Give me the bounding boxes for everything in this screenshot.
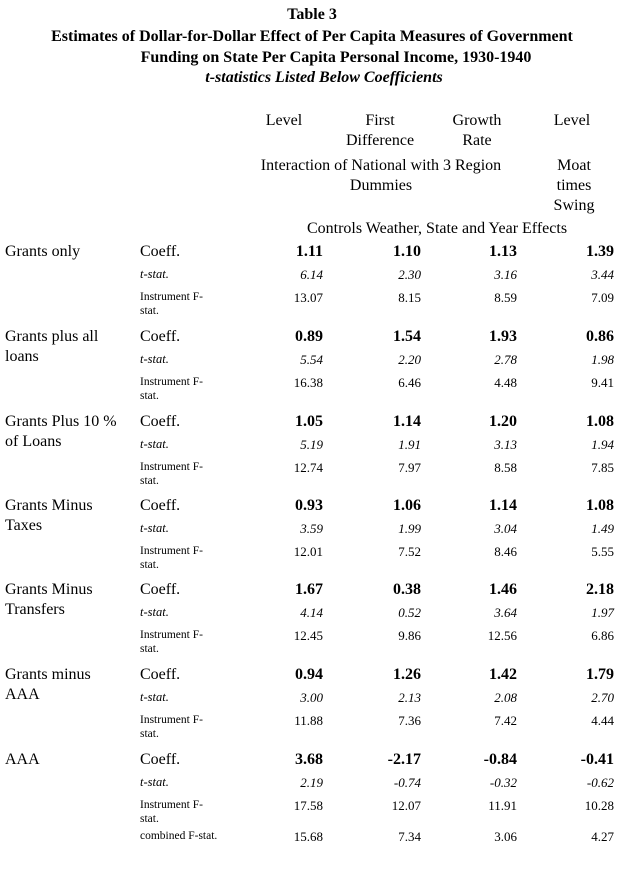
coeff-value: 0.86 <box>586 328 614 345</box>
coeff-value: 1.20 <box>489 413 517 430</box>
coeff-value: 1.67 <box>295 581 323 598</box>
tstat-value: -0.62 <box>586 775 614 790</box>
tstat-value: 3.04 <box>494 521 517 536</box>
fstat-value: 9.86 <box>398 628 421 643</box>
tstat-value: 3.00 <box>300 690 323 705</box>
tstat-value: 1.91 <box>398 437 421 452</box>
coeff-value: 3.68 <box>295 751 323 768</box>
coeff-value: 2.18 <box>586 581 614 598</box>
tstat-value: 2.30 <box>398 267 421 282</box>
row-label: Grants Minus Taxes <box>5 497 93 534</box>
tstat-value: 5.19 <box>300 437 323 452</box>
tstat-value: 3.59 <box>300 521 323 536</box>
tstat-label: t-stat. <box>140 521 169 535</box>
coeff-value: 1.11 <box>295 243 323 260</box>
coeff-label: Coeff. <box>140 328 181 345</box>
controls-header: Controls Weather, State and Year Effects <box>306 220 568 237</box>
fstat-value: 6.46 <box>398 375 421 390</box>
coeff-value: 1.14 <box>489 497 517 514</box>
fstat-value: 12.56 <box>487 628 517 643</box>
coeff-value: 0.93 <box>295 497 323 514</box>
fstat-value: 7.09 <box>591 290 614 305</box>
moat-swing-header: Moat times Swing <box>553 157 595 214</box>
fstat-value: 12.74 <box>293 460 323 475</box>
tstat-value: 0.52 <box>398 605 421 620</box>
fstat-value: 7.52 <box>398 544 421 559</box>
table-subtitle: t-statistics Listed Below Coefficients <box>205 69 443 86</box>
table-title-line1: Estimates of Dollar-for-Dollar Effect of Per Capita Measures of Government <box>51 28 573 45</box>
fstat-value: 10.28 <box>584 798 614 813</box>
tstat-value: 1.99 <box>398 521 421 536</box>
tstat-value: 3.13 <box>494 437 517 452</box>
fstat-value: 8.59 <box>494 290 517 305</box>
tstat-value: 4.14 <box>300 605 323 620</box>
combined-value: 3.06 <box>494 829 517 844</box>
fstat-value: 12.01 <box>293 544 323 559</box>
tstat-value: -0.74 <box>393 775 421 790</box>
coeff-value: 1.26 <box>393 666 421 683</box>
interaction-header: Interaction of National with 3 Region Dummies <box>260 157 502 194</box>
table-number: Table 3 <box>287 6 337 23</box>
row-label: Grants Minus Transfers <box>5 581 93 618</box>
tstat-value: 1.97 <box>591 605 614 620</box>
fstat-value: 12.07 <box>391 798 421 813</box>
table-title-line2: Funding on State Per Capita Personal Income, 1930-1940 <box>140 49 532 66</box>
tstat-value: 2.13 <box>398 690 421 705</box>
coeff-label: Coeff. <box>140 751 181 768</box>
coeff-value: 1.08 <box>586 497 614 514</box>
tstat-label: t-stat. <box>140 267 169 281</box>
fstat-value: 12.45 <box>293 628 323 643</box>
fstat-value: 7.36 <box>398 713 421 728</box>
tstat-value: 3.64 <box>494 605 517 620</box>
combined-value: 4.27 <box>591 829 614 844</box>
row-label: AAA <box>5 751 40 768</box>
tstat-label: t-stat. <box>140 605 169 619</box>
fstat-value: 7.85 <box>591 460 614 475</box>
fstat-value: 11.91 <box>488 798 517 813</box>
coeff-value: 1.13 <box>489 243 517 260</box>
row-label: Grants plus all loans <box>5 328 99 365</box>
tstat-label: t-stat. <box>140 437 169 451</box>
fstat-value: 8.15 <box>398 290 421 305</box>
coeff-value: -2.17 <box>387 751 421 768</box>
row-label: Grants minus AAA <box>5 666 91 703</box>
tstat-value: 1.49 <box>591 521 614 536</box>
fstat-label: Instrument F-stat. <box>140 714 203 740</box>
coeff-value: 1.46 <box>489 581 517 598</box>
column-header-level: Level <box>265 112 303 129</box>
coeff-label: Coeff. <box>140 497 181 514</box>
fstat-value: 6.86 <box>591 628 614 643</box>
combined-label: combined F-stat. <box>140 830 218 842</box>
fstat-value: 17.58 <box>293 798 323 813</box>
coeff-value: 1.14 <box>393 413 421 430</box>
tstat-value: 6.14 <box>300 267 323 282</box>
tstat-value: 3.44 <box>591 267 614 282</box>
fstat-label: Instrument F-stat. <box>140 461 203 487</box>
column-header-growth-rate: Growth Rate <box>452 112 502 149</box>
tstat-label: t-stat. <box>140 352 169 366</box>
tstat-value: 2.78 <box>494 352 517 367</box>
fstat-value: 4.44 <box>591 713 614 728</box>
tstat-value: 2.08 <box>494 690 517 705</box>
coeff-value: 0.89 <box>295 328 323 345</box>
column-header-level-moat: Level <box>553 112 591 129</box>
tstat-value: 2.19 <box>300 775 323 790</box>
coeff-value: 1.79 <box>586 666 614 683</box>
tstat-value: 5.54 <box>300 352 323 367</box>
coeff-value: 1.10 <box>393 243 421 260</box>
tstat-value: 2.20 <box>398 352 421 367</box>
row-label: Grants only <box>5 243 81 260</box>
combined-value: 7.34 <box>398 829 421 844</box>
fstat-value: 16.38 <box>293 375 323 390</box>
tstat-value: -0.32 <box>489 775 517 790</box>
fstat-value: 13.07 <box>293 290 323 305</box>
coeff-value: 1.06 <box>393 497 421 514</box>
coeff-label: Coeff. <box>140 581 181 598</box>
coeff-value: 0.38 <box>393 581 421 598</box>
fstat-label: Instrument F-stat. <box>140 376 203 402</box>
fstat-value: 4.48 <box>494 375 517 390</box>
coeff-value: 1.08 <box>586 413 614 430</box>
coeff-value: -0.84 <box>483 751 517 768</box>
fstat-value: 7.97 <box>398 460 421 475</box>
coeff-value: 1.42 <box>489 666 517 683</box>
fstat-label: Instrument F-stat. <box>140 291 203 317</box>
fstat-value: 8.58 <box>494 460 517 475</box>
coeff-value: -0.41 <box>580 751 614 768</box>
coeff-value: 1.54 <box>393 328 421 345</box>
coeff-value: 0.94 <box>295 666 323 683</box>
combined-value: 15.68 <box>293 829 323 844</box>
fstat-value: 9.41 <box>591 375 614 390</box>
coeff-label: Coeff. <box>140 413 181 430</box>
fstat-value: 11.88 <box>294 713 323 728</box>
column-header-first-difference: First Difference <box>345 112 415 149</box>
fstat-value: 7.42 <box>494 713 517 728</box>
fstat-label: Instrument F-stat. <box>140 629 203 655</box>
coeff-value: 1.05 <box>295 413 323 430</box>
coeff-label: Coeff. <box>140 666 181 683</box>
tstat-label: t-stat. <box>140 690 169 704</box>
fstat-value: 5.55 <box>591 544 614 559</box>
fstat-value: 8.46 <box>494 544 517 559</box>
fstat-label: Instrument F-stat. <box>140 799 203 825</box>
tstat-value: 3.16 <box>494 267 517 282</box>
tstat-value: 2.70 <box>591 690 614 705</box>
coeff-value: 1.93 <box>489 328 517 345</box>
row-label: Grants Plus 10 % of Loans <box>5 413 117 450</box>
tstat-value: 1.98 <box>591 352 614 367</box>
tstat-value: 1.94 <box>591 437 614 452</box>
fstat-label: Instrument F-stat. <box>140 545 203 571</box>
coeff-label: Coeff. <box>140 243 181 260</box>
tstat-label: t-stat. <box>140 775 169 789</box>
coeff-value: 1.39 <box>586 243 614 260</box>
